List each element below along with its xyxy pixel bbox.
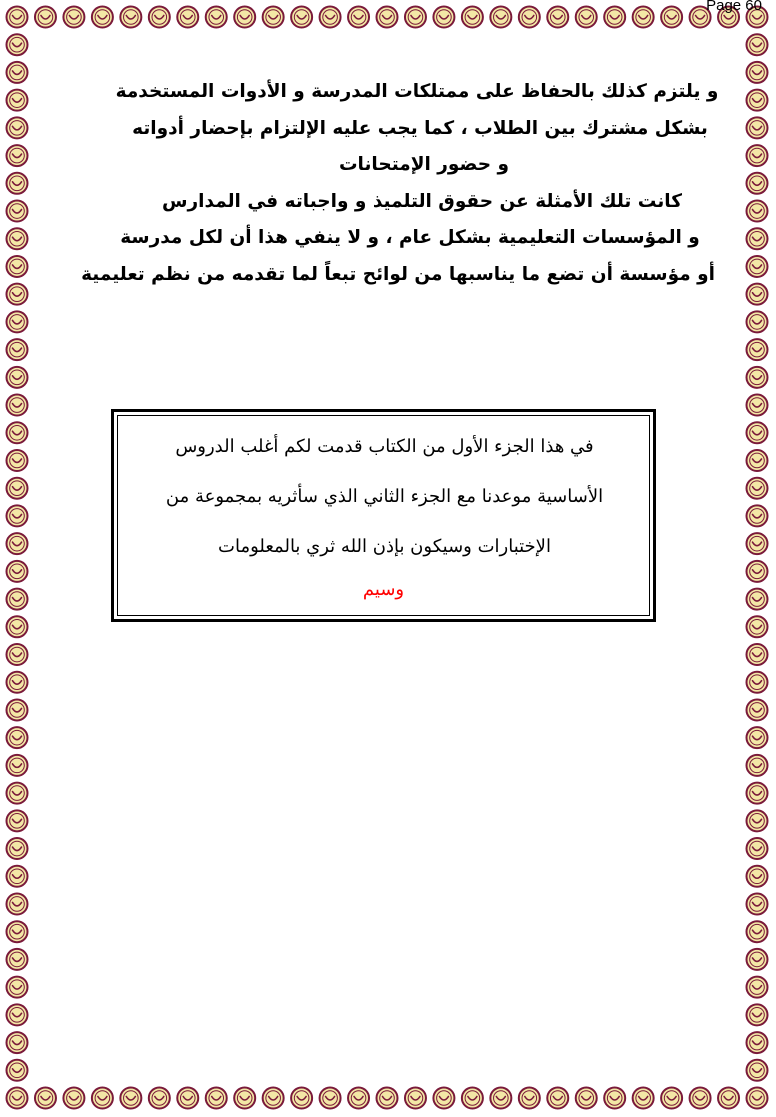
- smiley-circle-icon: [519, 7, 540, 28]
- smiley-circle-icon: [661, 1088, 682, 1109]
- smiley-circle-icon: [7, 339, 28, 360]
- note-line: في هذا الجزء الأول من الكتاب قدمت لكم أغلب الدروس: [175, 436, 594, 457]
- smiley-circle-icon: [747, 727, 768, 748]
- smiley-circle-icon: [747, 422, 768, 443]
- smiley-circle-icon: [490, 7, 511, 28]
- smiley-circle-icon: [7, 1032, 28, 1053]
- smiley-circle-icon: [7, 672, 28, 693]
- smiley-circle-icon: [7, 616, 28, 637]
- smiley-circle-icon: [747, 311, 768, 332]
- smiley-circle-icon: [7, 1088, 28, 1109]
- body-line: كانت تلك الأمثلة عن حقوق التلميذ و واجباته في المدارس: [162, 190, 682, 212]
- smiley-circle-icon: [747, 34, 768, 55]
- smiley-circle-icon: [7, 505, 28, 526]
- smiley-circle-icon: [7, 422, 28, 443]
- smiley-circle-icon: [490, 1088, 511, 1109]
- smiley-circle-icon: [177, 7, 198, 28]
- smiley-circle-icon: [747, 1004, 768, 1025]
- body-line: و المؤسسات التعليمية بشكل عام ، و لا ينفي هذا أن لكل مدرسة: [120, 227, 700, 248]
- smiley-circle-icon: [120, 1088, 141, 1109]
- smiley-circle-icon: [7, 589, 28, 610]
- smiley-circle-icon: [7, 838, 28, 859]
- smiley-circle-icon: [747, 228, 768, 249]
- smiley-circle-icon: [63, 1088, 84, 1109]
- smiley-circle-icon: [7, 62, 28, 83]
- smiley-circle-icon: [747, 866, 768, 887]
- smiley-circle-icon: [7, 755, 28, 776]
- smiley-circle-icon: [747, 699, 768, 720]
- smiley-circle-icon: [7, 561, 28, 582]
- author-signature: وسيم: [362, 579, 405, 600]
- smiley-circle-icon: [7, 173, 28, 194]
- smiley-circle-icon: [348, 1088, 369, 1109]
- smiley-circle-icon: [633, 7, 654, 28]
- smiley-circle-icon: [747, 367, 768, 388]
- smiley-circle-icon: [120, 7, 141, 28]
- smiley-circle-icon: [747, 893, 768, 914]
- smiley-circle-icon: [7, 1004, 28, 1025]
- smiley-circle-icon: [7, 533, 28, 554]
- body-line: و حضور الإمتحانات: [338, 154, 510, 175]
- smiley-circle-icon: [747, 284, 768, 305]
- smiley-circle-icon: [35, 1088, 56, 1109]
- smiley-circle-icon: [747, 145, 768, 166]
- body-text: [60, 74, 736, 293]
- smiley-circle-icon: [718, 1088, 739, 1109]
- smiley-circle-icon: [7, 34, 28, 55]
- closing-note-box: [111, 409, 656, 622]
- smiley-circle-icon: [7, 921, 28, 942]
- smiley-circle-icon: [462, 1088, 483, 1109]
- smiley-circle-icon: [7, 977, 28, 998]
- smiley-circle-icon: [576, 1088, 597, 1109]
- smiley-circle-icon: [576, 7, 597, 28]
- smiley-circle-icon: [234, 7, 255, 28]
- smiley-circle-icon: [433, 7, 454, 28]
- smiley-circle-icon: [263, 7, 284, 28]
- note-line: الإختبارات وسيكون بإذن الله ثري بالمعلومات: [218, 536, 551, 557]
- smiley-circle-icon: [747, 616, 768, 637]
- smiley-circle-icon: [206, 7, 227, 28]
- smiley-circle-icon: [747, 783, 768, 804]
- smiley-circle-icon: [7, 450, 28, 471]
- smiley-circle-icon: [747, 117, 768, 138]
- smiley-circle-icon: [291, 1088, 312, 1109]
- smiley-circle-icon: [7, 367, 28, 388]
- smiley-circle-icon: [747, 505, 768, 526]
- smiley-circle-icon: [747, 838, 768, 859]
- smiley-circle-icon: [320, 1088, 341, 1109]
- smiley-circle-icon: [35, 7, 56, 28]
- smiley-circle-icon: [405, 1088, 426, 1109]
- smiley-circle-icon: [747, 589, 768, 610]
- body-line: بشكل مشترك بين الطلاب ، كما يجب عليه الإلتزام بإحضار أدواته: [132, 117, 708, 139]
- smiley-circle-icon: [206, 1088, 227, 1109]
- smiley-circle-icon: [633, 1088, 654, 1109]
- smiley-circle-icon: [92, 7, 113, 28]
- smiley-circle-icon: [7, 893, 28, 914]
- smiley-circle-icon: [7, 699, 28, 720]
- smiley-circle-icon: [547, 7, 568, 28]
- smiley-circle-icon: [7, 1060, 28, 1081]
- smiley-circle-icon: [7, 228, 28, 249]
- smiley-circle-icon: [747, 62, 768, 83]
- body-line: أو مؤسسة أن تضع ما يناسبها من لوائح تبعاً لما تقدمه من نظم تعليمية: [81, 263, 715, 285]
- smiley-circle-icon: [377, 1088, 398, 1109]
- smiley-circle-icon: [747, 810, 768, 831]
- smiley-circle-icon: [7, 90, 28, 111]
- smiley-circle-icon: [7, 810, 28, 831]
- smiley-circle-icon: [747, 173, 768, 194]
- smiley-circle-icon: [7, 949, 28, 970]
- note-line: الأساسية موعدنا مع الجزء الثاني الذي سأثريه بمجموعة من: [165, 486, 604, 507]
- smiley-circle-icon: [7, 256, 28, 277]
- smiley-circle-icon: [747, 1088, 768, 1109]
- smiley-circle-icon: [690, 1088, 711, 1109]
- smiley-circle-icon: [177, 1088, 198, 1109]
- smiley-circle-icon: [747, 1060, 768, 1081]
- smiley-circle-icon: [7, 395, 28, 416]
- smiley-circle-icon: [149, 1088, 170, 1109]
- smiley-circle-icon: [7, 311, 28, 332]
- page-number: Page 60: [706, 0, 762, 14]
- smiley-circle-icon: [747, 450, 768, 471]
- smiley-circle-icon: [7, 644, 28, 665]
- smiley-circle-icon: [7, 478, 28, 499]
- smiley-circle-icon: [433, 1088, 454, 1109]
- smiley-circle-icon: [7, 145, 28, 166]
- smiley-circle-icon: [462, 7, 483, 28]
- smiley-circle-icon: [747, 672, 768, 693]
- smiley-circle-icon: [604, 7, 625, 28]
- smiley-circle-icon: [348, 7, 369, 28]
- smiley-circle-icon: [747, 755, 768, 776]
- smiley-circle-icon: [149, 7, 170, 28]
- smiley-circle-icon: [320, 7, 341, 28]
- smiley-circle-icon: [747, 949, 768, 970]
- smiley-circle-icon: [747, 921, 768, 942]
- smiley-circle-icon: [377, 7, 398, 28]
- smiley-circle-icon: [747, 1032, 768, 1053]
- smiley-circle-icon: [747, 644, 768, 665]
- smiley-circle-icon: [291, 7, 312, 28]
- smiley-circle-icon: [234, 1088, 255, 1109]
- smiley-circle-icon: [7, 7, 28, 28]
- smiley-circle-icon: [747, 533, 768, 554]
- smiley-circle-icon: [747, 478, 768, 499]
- smiley-circle-icon: [263, 1088, 284, 1109]
- smiley-circle-icon: [547, 1088, 568, 1109]
- smiley-circle-icon: [7, 201, 28, 222]
- smiley-circle-icon: [747, 90, 768, 111]
- closing-note-text: [134, 422, 635, 572]
- smiley-circle-icon: [747, 395, 768, 416]
- smiley-circle-icon: [7, 284, 28, 305]
- smiley-circle-icon: [747, 201, 768, 222]
- smiley-circle-icon: [661, 7, 682, 28]
- smiley-circle-icon: [63, 7, 84, 28]
- smiley-circle-icon: [604, 1088, 625, 1109]
- smiley-circle-icon: [747, 561, 768, 582]
- smiley-circle-icon: [747, 256, 768, 277]
- smiley-circle-icon: [405, 7, 426, 28]
- smiley-circle-icon: [747, 339, 768, 360]
- smiley-circle-icon: [519, 1088, 540, 1109]
- smiley-circle-icon: [7, 117, 28, 138]
- body-line: و يلتزم كذلك بالحفاظ على ممتلكات المدرسة و الأدوات المستخدمة: [115, 81, 719, 102]
- smiley-circle-icon: [7, 866, 28, 887]
- smiley-circle-icon: [92, 1088, 113, 1109]
- smiley-circle-icon: [7, 783, 28, 804]
- smiley-circle-icon: [747, 977, 768, 998]
- smiley-circle-icon: [7, 727, 28, 748]
